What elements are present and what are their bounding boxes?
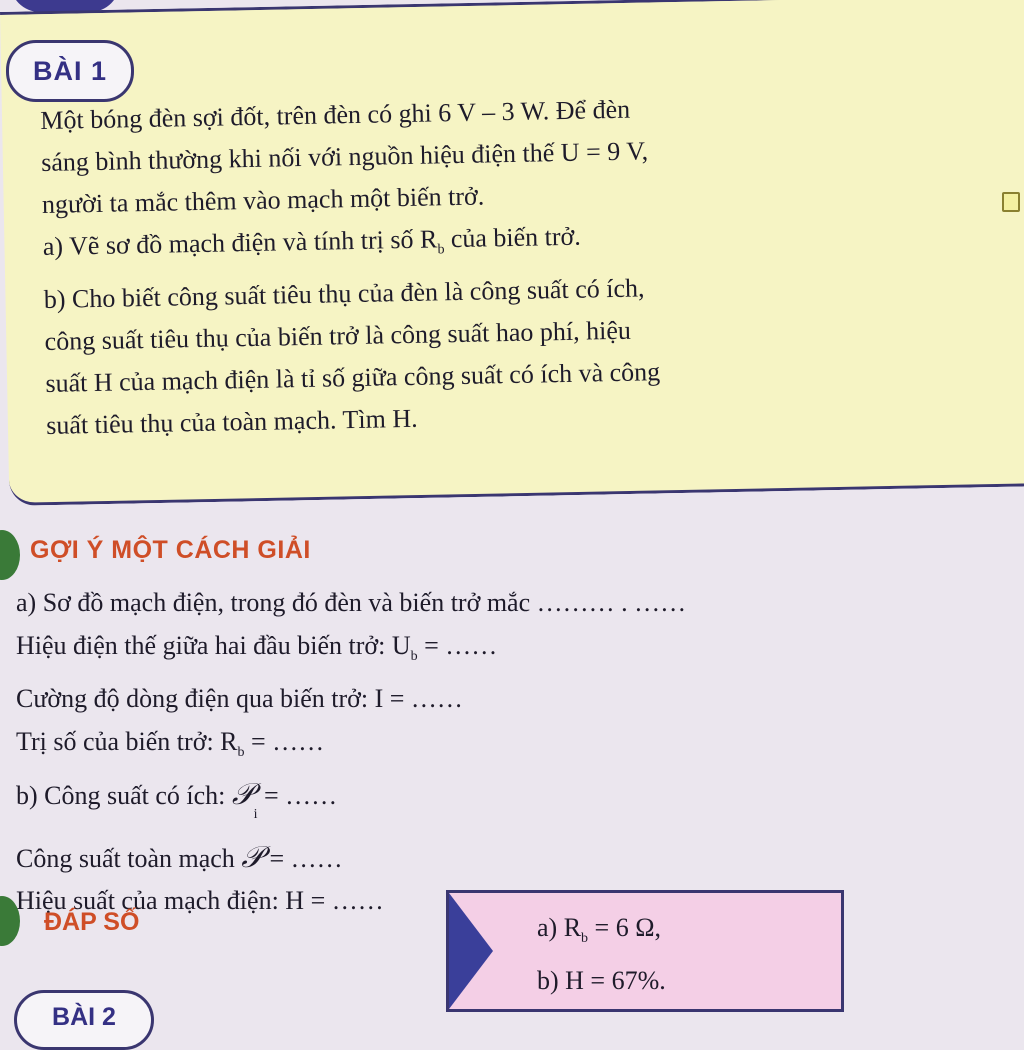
answer-a [537,907,666,960]
problem-line: sáng bình thường khi nối với nguồn hiệu điện thế U = 9 V, [40,136,649,177]
hint-blank: = …… [262,843,343,873]
subscript: b [581,931,589,946]
answer-b: b) H = 67%. [537,966,666,995]
next-problem-badge: BÀI 2 [14,990,154,1050]
problem-line: người ta mắc thêm vào mạch một biến trở. [41,181,485,219]
subscript: b [437,242,445,258]
hint-section-marker [0,530,20,580]
problem-line: công suất tiêu thụ của biến trở là công suất hao phí, hiệu [44,315,632,356]
hint-line: Cường độ dòng điện qua biến trở: I = …… [16,684,463,713]
part-a-text: a) Vẽ sơ đồ mạch điện và tính trị số R [42,224,438,261]
hint-text: Hiệu điện thế giữa hai đầu biến trở: U [16,630,411,660]
answer-a-prefix: a) R [537,913,582,942]
problem-line: Một bóng đèn sợi đốt, trên đèn có ghi 6 V – 3 W. Để đèn [40,94,631,135]
part-a-tail: của biến trở. [444,221,582,254]
hint-blank: = …… [257,781,338,810]
answer-text [537,907,666,1002]
hint-line: a) Sơ đồ mạch điện, trong đó đèn và biến trở mắc ……… . …… [16,588,687,617]
hint-line [16,837,846,881]
answer-a-value: = 6 Ω, [588,913,662,942]
page-marker-icon [1002,192,1020,212]
hint-blank: = …… [417,630,498,660]
hint-line [16,625,846,679]
problem-badge: BÀI 1 [6,40,134,102]
arrow-icon [449,893,493,1009]
power-symbol: 𝒫 [241,840,263,874]
hint-blank: = …… [244,726,325,756]
answer-box [446,890,844,1012]
subscript: i [253,807,258,822]
subscript: b [237,744,245,760]
power-symbol: 𝒫 [231,778,254,811]
subscript: b [410,648,418,664]
answer-heading: ĐÁP SỐ [44,908,140,936]
hint-heading: GỢI Ý MỘT CÁCH GIẢI [30,536,311,564]
hint-line: Hiệu suất của mạch điện: H = …… [16,886,384,915]
problem-statement [40,85,837,447]
hint-text: Trị số của biến trở: R [16,726,238,756]
hint-text: b) Công suất có ích: [16,781,232,810]
hint-line [16,721,846,775]
hint-text: Công suất toàn mạch [16,843,242,873]
problem-line: suất tiêu thụ của toàn mạch. Tìm H. [45,403,418,440]
hint-list [16,582,846,923]
hint-line [16,774,846,837]
problem-line: suất H của mạch điện là tỉ số giữa công suất có ích và công [45,357,661,398]
problem-line: b) Cho biết công suất tiêu thụ của đèn là công suất có ích, [43,273,645,314]
